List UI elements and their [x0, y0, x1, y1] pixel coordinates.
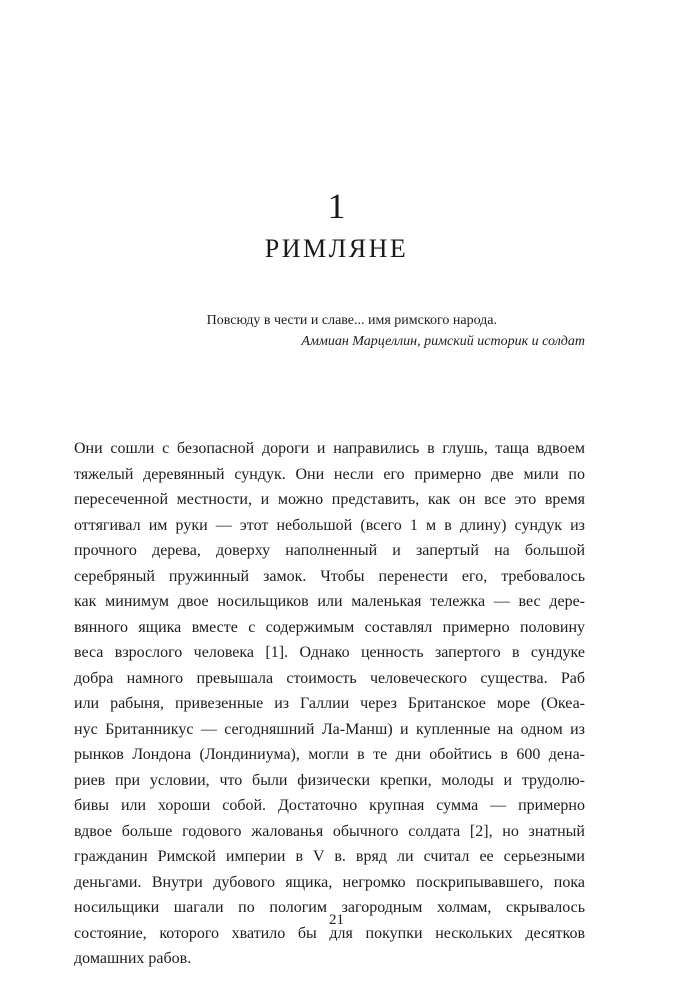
text-line: тяжелый деревянный сундук. Они несли его примерно две мили по — [74, 465, 585, 483]
text-line: риев при условии, что были физически крепки, молоды и трудолю- — [74, 771, 585, 789]
text-line: прочного дерева, доверху наполненный и запертый на большой — [74, 542, 585, 559]
text-line: пересеченной местности, и можно представить, как он все это время — [74, 491, 585, 508]
text-line: Они сошли с безопасной дороги и направились в глушь, таща вдвоем — [74, 440, 585, 457]
text-line: нус Британникус — сегодняшний Ла-Манш) и купленные на одном из — [74, 720, 585, 738]
page-number: 21 — [329, 912, 344, 928]
text-line: вдвое больше годового жалованья обычного солдата [2], но знатный — [74, 822, 585, 840]
text-line: вянного ящика вместе с содержимым составлял примерно половину — [74, 618, 585, 636]
text-line: веса взрослого человека [1]. Однако ценность запертого в сундуке — [74, 644, 585, 661]
epigraph-quote: Повсюду в чести и славе... имя римского народа. — [206, 313, 497, 328]
epigraph-source: Аммиан Марцеллин, римский историк и солдат — [301, 334, 585, 349]
text-line: бивы или хороши собой. Достаточно крупная сумма — примерно — [74, 797, 585, 814]
text-line: состояние, которого хватило бы для покупки нескольких десятков — [74, 924, 585, 942]
chapter-title: РИМЛЯНЕ — [264, 234, 409, 263]
text-line: деньгами. Внутри дубового ящика, негромко поскрипывавшего, пока — [74, 873, 585, 891]
text-line: или рабыня, привезенные из Галлии через Британское море (Океа- — [74, 695, 585, 712]
text-line: гражданин Римской империи в V в. вряд ли считал ее серьезными — [74, 848, 585, 865]
text-line: добра намного превышала стоимость человеческого существа. Раб — [74, 669, 585, 687]
text-line: оттягивал им руки — этот небольшой (всего 1 м в длину) сундук из — [74, 516, 585, 534]
text-line: рынков Лондона (Лондиниума), могли в те дни обойтись в 600 дена- — [74, 746, 585, 763]
text-line: носильщики шагали по пологим загородным холмам, скрывалось — [74, 899, 585, 916]
chapter-number: 1 — [327, 186, 346, 226]
text-line: серебряный пружинный замок. Чтобы перенести его, требовалось — [74, 567, 585, 585]
text-line: как минимум двое носильщиков или маленькая тележка — вес дере- — [74, 593, 585, 610]
epigraph — [150, 310, 585, 352]
body-paragraph — [74, 436, 585, 972]
text-line: домашних рабов. — [74, 950, 192, 967]
